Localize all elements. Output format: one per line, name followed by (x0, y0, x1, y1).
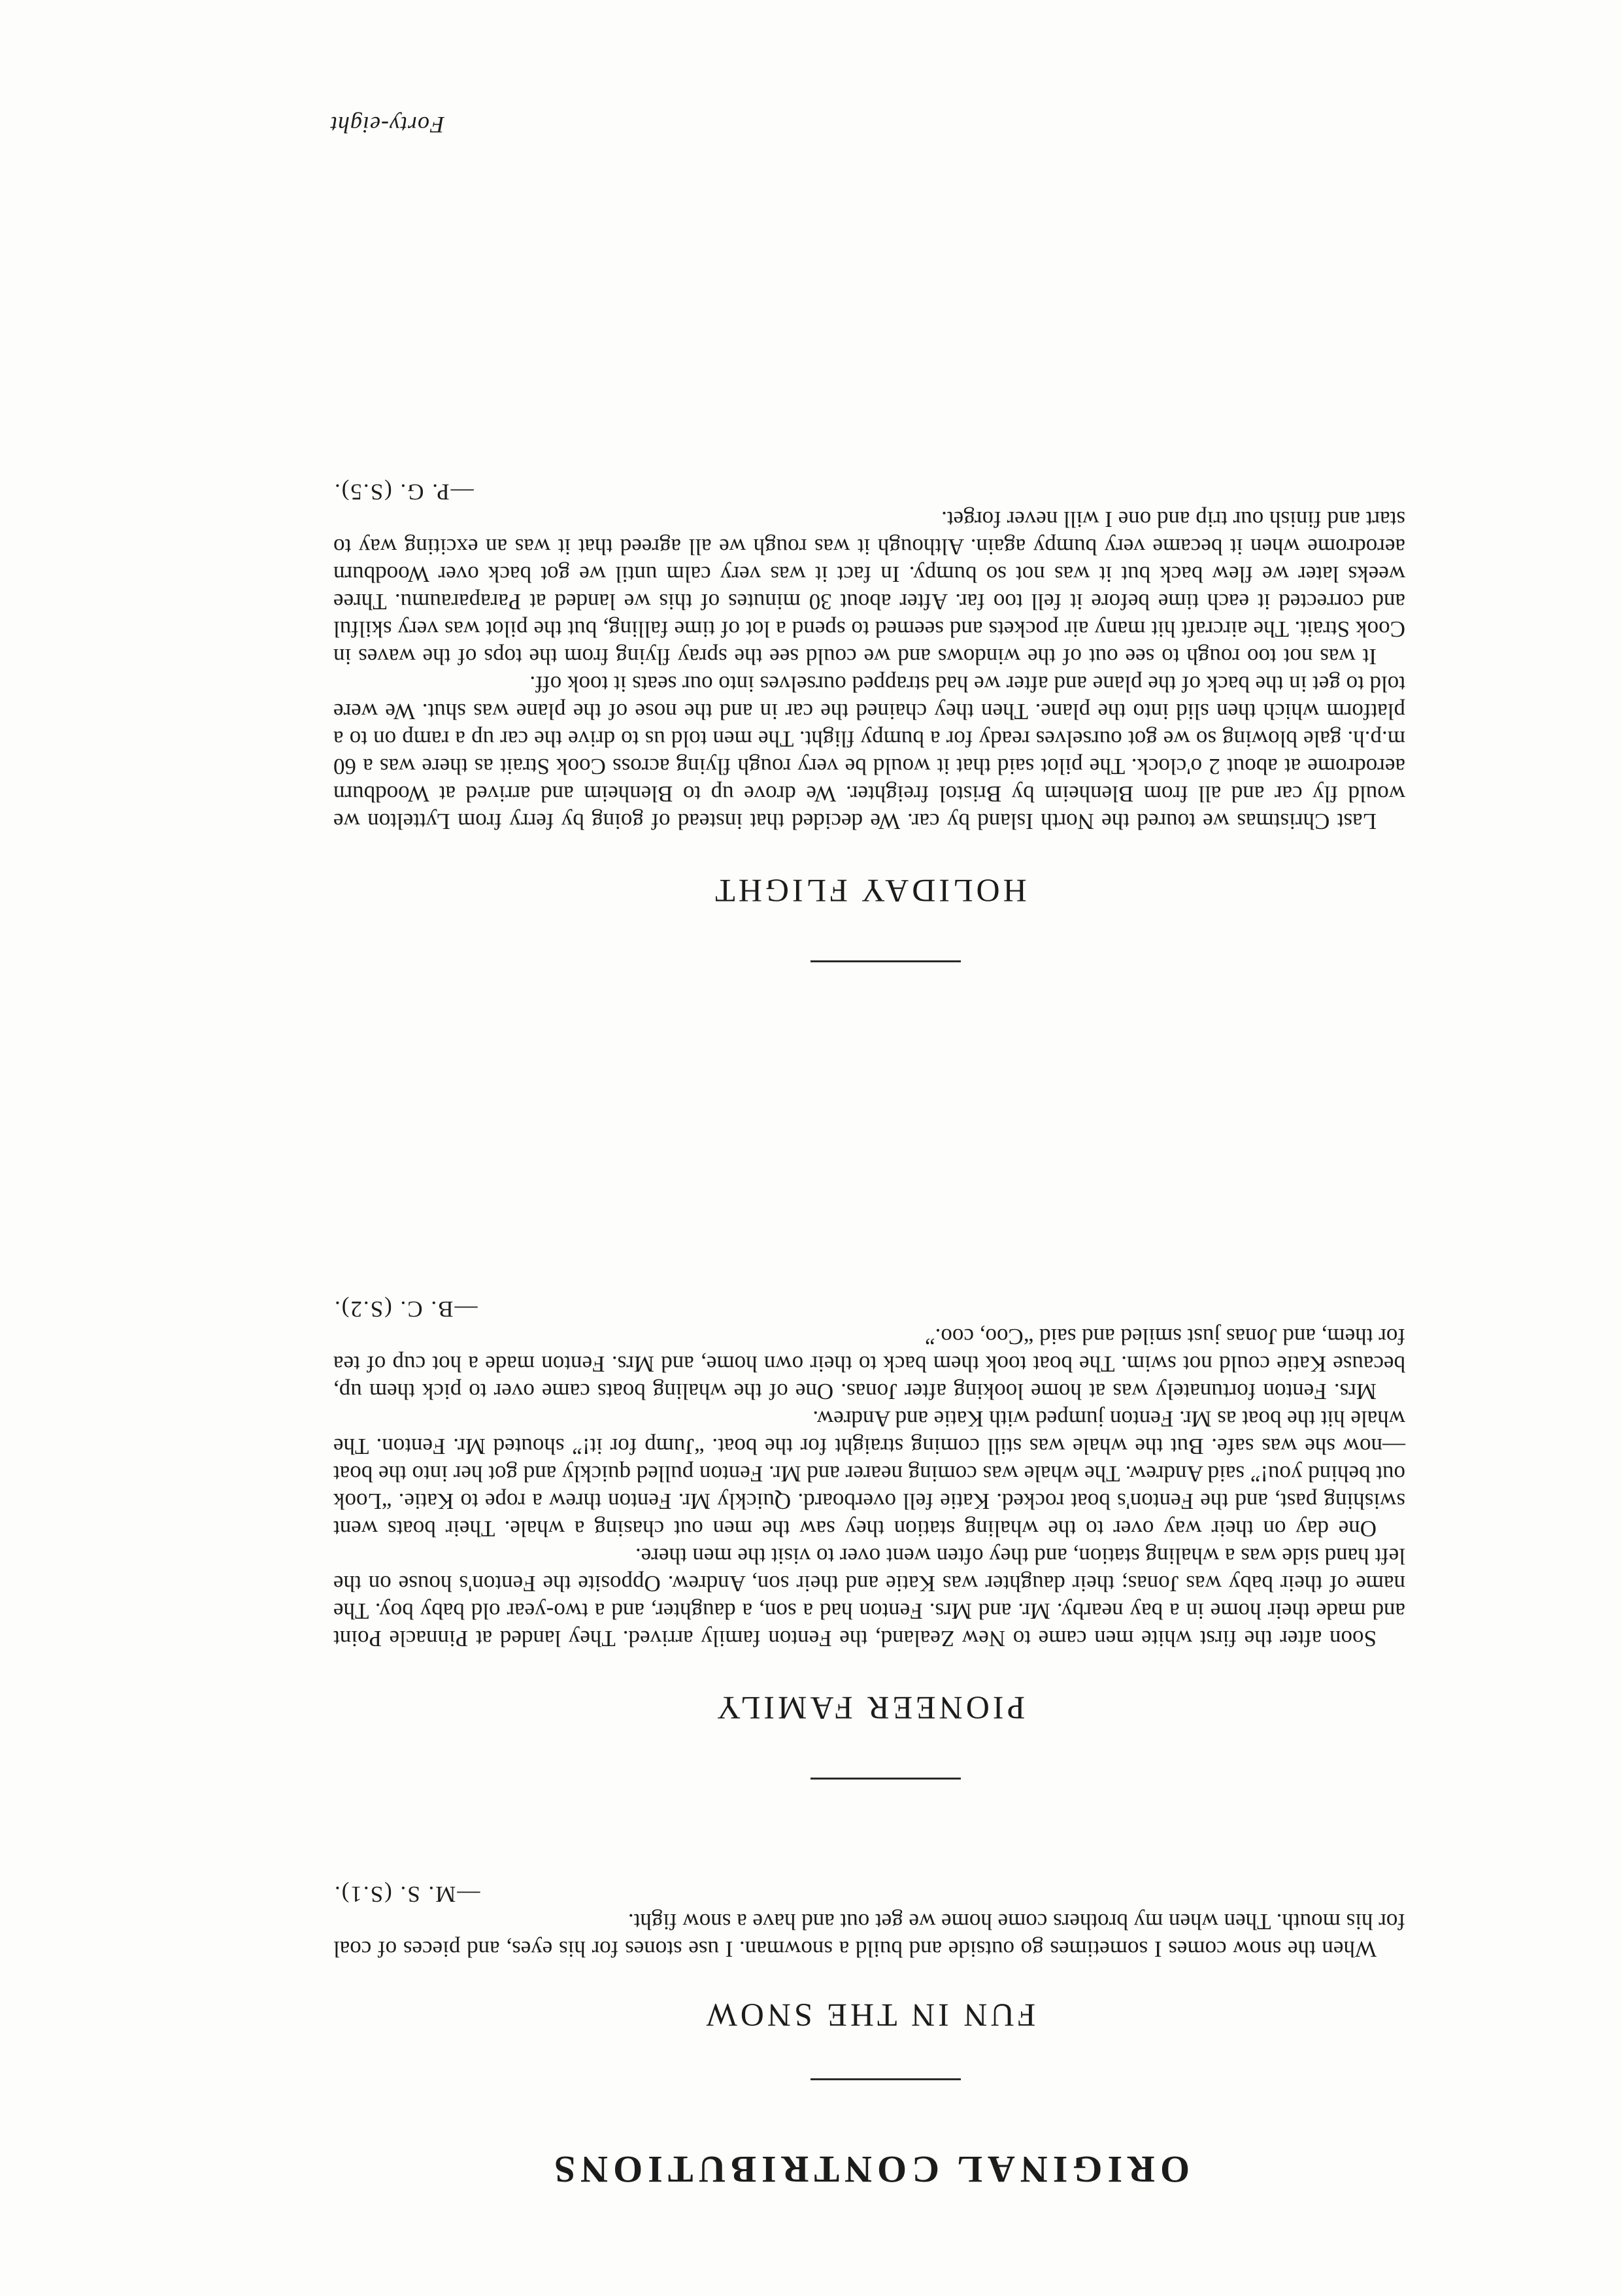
paragraph: One day on their way over to the whaling station they saw the men out chasing a whale. Their boats went swishing past, and the Fenton's boat rocked. Katie fell overboard. Quickly Mr. Fenton threw a rope to Katie. “Look out behind you!” said Andrew. The whale was coming nearer and Mr. Fenton pulled quickly and got her into the boat—now she was safe. But the whale was still coming straight for the boat. “Jump for it!” shouted Mr. Fenton. The whale hit the boat as Mr. Fenton jumped with Katie and Andrew. (333, 1406, 1405, 1542)
section-title-fun-in-the-snow: FUN IN THE SNOW (703, 1997, 1036, 2034)
signature: —P. G. (S.5). (333, 479, 474, 505)
paragraph: It was not too rough to see out of the windows and we could see the spray flying from the tops of the waves in Cook Strait. The aircraft hit many air pockets and seemed to spend a lot of time falling, but the pilot was very skilful and corrected it each time before it fell too far. After about 30 minutes of this we landed at Paraparaumu. Three weeks later we flew back but it was not so bumpy. In fact it was very calm until we got back over Woodburn aerodrome when it became very bumpy again. Although it was rough we all agreed that it was an exciting way to start and finish our trip and one I will never forget. (333, 507, 1405, 669)
paragraph: Mrs. Fenton fortunately was at home looking after Jonas. One of the whaling boats came over to pick them up, because Katie could not swim. The boat took them back to their own home, and Mrs. Fenton made a hot cup of tea for them, and Jonas just smiled and said “Coo, coo.” (333, 1324, 1405, 1404)
divider (811, 960, 961, 962)
section-body-holiday-flight (333, 478, 1405, 835)
section-title-holiday-flight: HOLIDAY FLIGHT (712, 873, 1027, 909)
content-column (333, 0, 1405, 2296)
signature: —B. C. (S.2). (333, 1296, 478, 1322)
section-body-pioneer-family (333, 1295, 1405, 1652)
section-body-fun-in-the-snow (333, 1880, 1405, 1963)
section-title-pioneer-family: PIONEER FAMILY (713, 1690, 1026, 1727)
paragraph: When the snow comes I sometimes go outside and build a snowman. I use stones for his eyes, and pieces of coal for his mouth. Then when my brothers come home we get out and have a snow fight. (333, 1909, 1405, 1962)
divider (811, 2078, 961, 2080)
divider (811, 1778, 961, 1780)
page-number: Forty-eight (330, 112, 444, 138)
page-heading: ORIGINAL CONTRIBUTIONS (548, 2148, 1190, 2191)
paragraph: Last Christmas we toured the North Island by car. We decided that instead of going by ferry from Lyttelton we would fly car and all from Blenheim by Bristol freighter. We drove up to Blenheim and arrived at Woodburn aerodrome at about 2 o'clock. The pilot said that it would be very rough flying across Cook Strait as there was a 60 m.p.h. gale blowing so we got ourselves ready for a bumpy flight. The men told us to drive the car up a ramp on to a platform which then slid into the plane. Then they chained the car in and the nose of the plane was shut. We were told to get in the back of the plane and after we had strapped ourselves into our seats it took off. (333, 671, 1405, 834)
signature: —M. S. (S.1). (333, 1882, 480, 1907)
paragraph: Soon after the first white men came to New Zealand, the Fenton family arrived. They landed at Pinnacle Point and made their home in a bay nearby. Mr. and Mrs. Fenton had a son, a daughter, and a two-year old baby boy. The name of their baby was Jonas; their daughter was Katie and their son, Andrew. Opposite the Fenton's house on the left hand side was a whaling station, and they often went over to visit the men there. (333, 1544, 1405, 1651)
